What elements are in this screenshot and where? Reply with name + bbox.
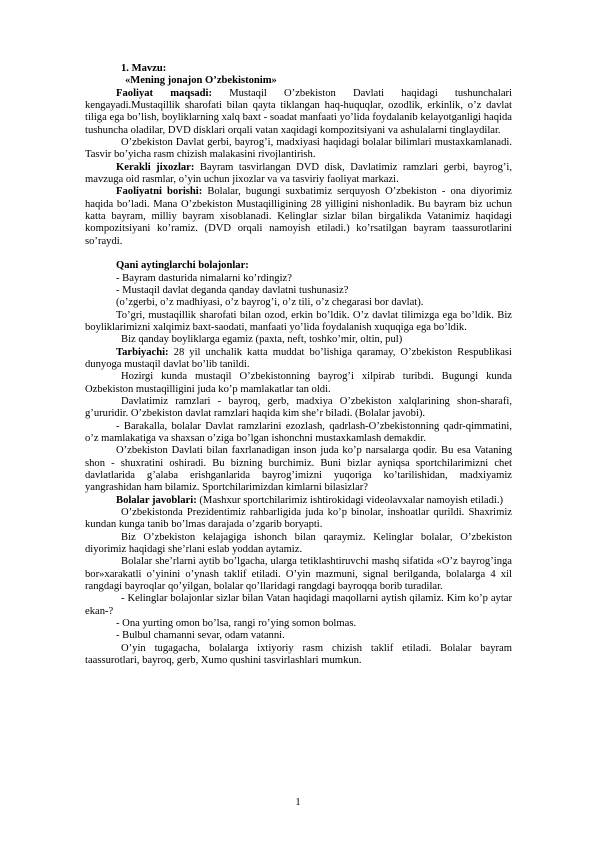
equipment-text: Bayram tasvirlangan DVD disk, Davlatimiz ramzlari gerbi, bayrog’i, mavzuga oid rasmlar, o’yin uchun jixozlar va va tasviriy faoliyat markazi. [85, 161, 512, 186]
educator-paragraph-4: - Barakalla, bolalar Davlat ramzlarini ezozlash, qadrlash-O’zbekistonning qadr-qimmatini, o’z mamlakatiga va shaxsan o’ziga bo’lgan ishonchni mustaxkamlash demakdir. [85, 420, 512, 444]
question-3: (o’zgerbi, o’z madhiyasi, o’z bayrog’i, o’z tili, o’z chegarasi bor davlat). [116, 297, 424, 309]
activity-goal-label: Faoliyat maqsadi: [116, 87, 213, 99]
question-4: Biz qanday boyliklarga egamiz (paxta, neft, toshko’mir, oltin, pul) [121, 334, 403, 346]
question-1: - Bayram dasturida nimalarni ko’rdingiz? [116, 272, 292, 284]
lesson-heading: 1. Mavzu: [121, 63, 167, 74]
children-answers-text: (Mashxur sportchilarimiz ishtirokidagi videolavxalar namoyish etiladi.) [196, 494, 503, 506]
educator-paragraph-5: O’zbekiston Davlati bilan faxrlanadigan inson juda ko’p narsalarga qodir. Bu esa Vataning shon - shuxratini oshiradi. Bu bizning burchimiz. Buni bizlar ayniqsa sportchilarimizni chet davlatlarida g’alaba erishganlarida bayrog’imizni yuqoriga ko’tarilishidan, madxiyamiz yangrashidan ham bilamiz. Sportchilarimizdan kimlarni bilasizlar? [85, 445, 512, 494]
activity-goal-paragraph [85, 88, 512, 137]
educator-paragraph [85, 347, 512, 372]
page-number: 1 [295, 797, 301, 808]
children-answers-paragraph [85, 495, 512, 507]
process-paragraph [85, 186, 512, 248]
title-block [85, 63, 512, 88]
children-paragraph-2: O’zbekistonda Prezidentimiz rahbarligida juda ko’p binolar, inshoatlar qurildi. Shaxrimiz kundan kunga tanib bo’lmas darajada o’zgarib boryapti. [85, 507, 512, 531]
children-paragraph-4: Bolalar she’rlarni aytib bo’lgacha, ularga tetiklashtiruvchi mashq sifatida «O’z bayrog’inga bor»xarakatli o’yinini o’ynash taklif etiladi. O’yin mazmuni, signal berilganda, bolalarga 4 xil rangdagi bayroqlar qo’yilgan, bolalar qo’llaridagi rangdagi bayroqqa borib turadilar. [85, 556, 512, 593]
educator-text: 28 yil unchalik katta muddat bo’lishiga qaramay, O’zbekiston Respublikasi dunyoga mustaqil davlat bo’lib tanildi. [85, 346, 512, 370]
children-paragraph-5: - Kelinglar bolajonlar sizlar bilan Vatan haqidagi maqollarni aytish qilamiz. Kim ko’p aytar ekan-? [85, 593, 512, 617]
question-2: - Mustaqil davlat deganda qanday davlatni tushunasiz? [116, 284, 349, 296]
questions-heading: Qani aytinglarchi bolajonlar: [116, 260, 249, 272]
children-answers-label: Bolalar javoblari: [116, 494, 197, 506]
process-label: Faoliyatni borishi: [116, 186, 203, 198]
children-paragraph-3: Biz O’zbekiston kelajagiga ishonch bilan qaraymiz. Kelinglar bolalar, O’zbekiston diyorimiz haqidagi she’rlani eslab yoddan aytamiz. [85, 531, 512, 556]
activity-goal-text: Mustaqil O’zbekiston Davlati haqidagi tushunchalari kengayadi.Mustaqillik sharofati bilan qayta tiklangan haq-huquqlar, ozodlik, erkinlik, o’z davlat tiliga ega bo’lish, boyliklarning xalq baxt - soadat manfaati yo’lida foydalanib kelayotganligi haqida tushuncha oladilar, DVD disklari orqali vatan xaqidagi kompozitsiyani va ashulalarni tinglaydilar. [85, 87, 512, 136]
educator-paragraph-2: Hozirgi kunda mustaqil O’zbekistonning bayrog’i xilpirab turibdi. Bugungi kunda Ozbekiston mustaqilligini juda ko’p mamlakatlar tan oldi. [85, 371, 512, 395]
proverb-2: - Bulbul chamanni sevar, odam vatanni. [116, 630, 285, 642]
answer-paragraph: To’gri, mustaqillik sharofati bilan ozod, erkin bo’ldik. O’z davlat tilimizga ega bo’ldik. Biz boyliklarimizni xalqimiz baxt-saodati, manfaati yo’lida foydalanish xuquqiga ega bo’ldik. [85, 309, 512, 333]
equipment-paragraph [85, 162, 512, 187]
proverb-1: - Ona yurting omon bo’lsa, rangi ro’ying somon bolmas. [116, 618, 357, 630]
intro-paragraph: O’zbekiston Davlat gerbi, bayrog’i, madxiyasi haqidagi bolalar bilimlari mustaxkamlanadi. Tasvir bo’yicha rasm chizish malakasini rivojlantirish. [85, 137, 512, 161]
educator-paragraph-3: Davlatimiz ramzlari - bayroq, gerb, madxiya O’zbekiston xalqlarining shon-sharafi, g’ururidir. O’zbekiston davlat ramzlari haqida kim she’r biladi. (Bolalar javobi). [85, 395, 512, 420]
process-text: Bolalar, bugungi suxbatimiz serquyosh O’zbekiston - ona diyorimiz haqida bo’ladi. Mana O’zbekiston Mustaqilligining 28 yilligini nishonladik. Bu bayram biz uchun katta bayram, milliy bayram xisoblanadi. Kelinglar sizlar bilan birgalikda Vatanimiz haqidagi kompozitsiyani ko’ramiz. (DVD orqali namoyish etiladi.) ko’rsatilgan bayram taassurotlarini so’raydi. [85, 186, 512, 247]
spacer [85, 248, 512, 260]
equipment-label: Kerakli jixozlar: [116, 161, 195, 173]
lesson-subtitle: «Mening jonajon O’zbekistonim» [125, 75, 277, 87]
closing-paragraph: O’yin tugagacha, bolalarga ixtiyoriy rasm chizish taklif etiladi. Bolalar bayram taassurotlari, bayroq, gerb, Xumo qushini tasvirlashlari mumkun. [85, 642, 512, 667]
educator-label: Tarbiyachi: [116, 346, 169, 358]
